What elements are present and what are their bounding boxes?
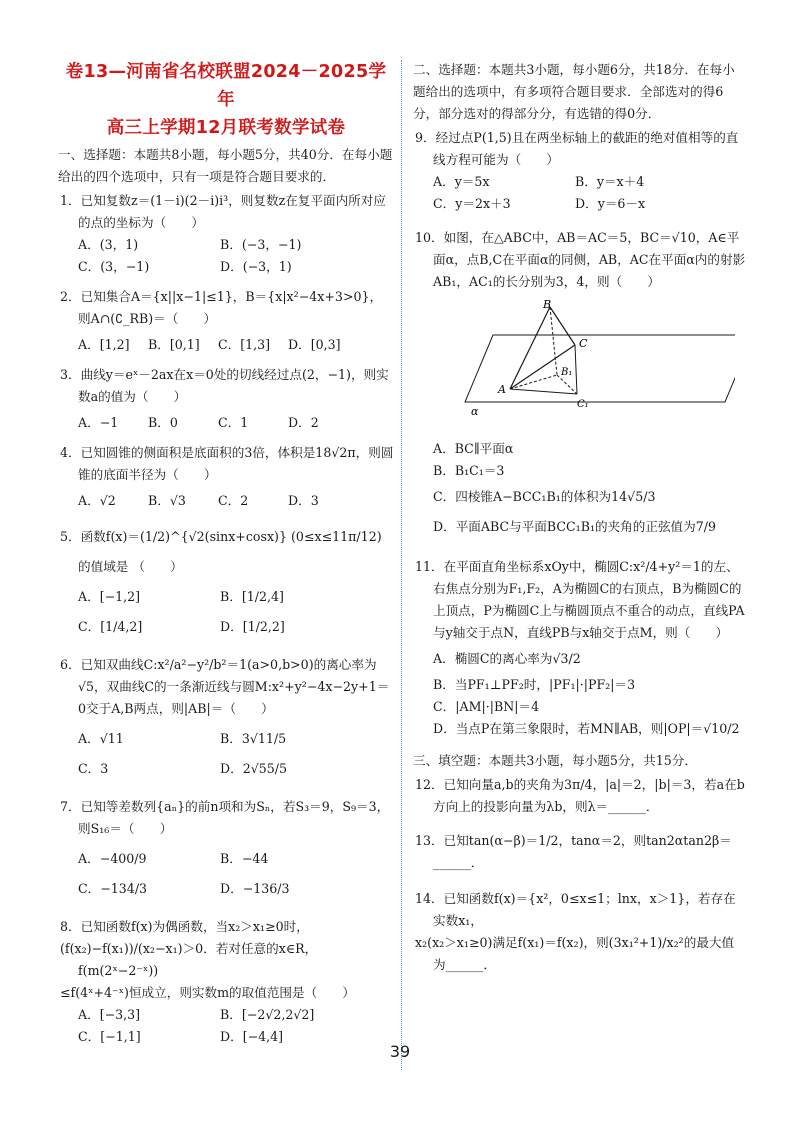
q7-option-b: B．−44 [220, 851, 269, 866]
q8-stem-a: 8．已知函数f(x)为偶函数，当x₂＞x₁≥0时， [60, 919, 309, 934]
question-3-options [58, 412, 394, 434]
q5-stem-b: (0≤x≤11π/12)的值域是 [78, 529, 382, 574]
label-alpha: α [471, 405, 479, 418]
q9-option-b: B．y＝x＋4 [575, 174, 645, 189]
section-2-heading: 二、选择题：本题共3小题，每小题6分，共18分．在每小题给出的选项中，有多项符合题目要求．全部选对的得6分，部分选对的得部分分，有选错的得0分． [413, 62, 735, 121]
q11-option-d: D．当点P在第三象限时，若MN∥AB，则|OP|＝√10/2 [433, 721, 740, 736]
page-number: 39 [389, 1042, 411, 1061]
question-9-options [413, 171, 746, 215]
q5-stem-c: （ ） [132, 559, 183, 574]
question-7-options [58, 844, 394, 904]
left-column [58, 58, 394, 1048]
column-divider [401, 60, 402, 1070]
q8-option-a: A．[−3,3] [78, 1007, 141, 1022]
question-4: 4．已知圆锥的侧面积是底面积的3倍，体积是18√2π，则圆锥的底面半径为（ ） [60, 445, 394, 482]
q6-option-d: D．2√55/5 [220, 761, 288, 776]
q1-option-b: B．(−3，−1) [220, 237, 302, 252]
section-3-heading: 三、填空题：本题共3小题，每小题5分，共15分． [413, 753, 697, 768]
question-5 [58, 522, 394, 582]
question-10: 10．如图，在△ABC中，AB＝AC＝5，BC＝√10，A∈平面α，点B,C在平面α的同侧，AB，AC在平面α内的射影AB₁，AC₁的长分别为3，4，则（ ） [415, 230, 746, 289]
question-9: 9．经过点P(1,5)且在两坐标轴上的截距的绝对值相等的直线方程可能为（ ） [415, 130, 739, 167]
plane-tetrahedron-diagram [435, 297, 735, 427]
question-7: 7．已知等差数列{aₙ}的前n项和为Sₙ，若S₃＝9，S₉＝3，则S₁₆＝（ ） [60, 799, 390, 836]
q3-option-b: B．0 [148, 415, 178, 430]
q8-stem-b: (f(x₂)−f(x₁))/(x₂−x₁)＞0．若对任意的x∈R，f(m(2ˣ−2⁻ˣ)) [60, 941, 318, 978]
q4-option-b: B．√3 [148, 493, 186, 508]
q4-option-c: C．2 [218, 493, 249, 508]
q5-stem-a: 5．函数f(x)＝(1/2)^{√2(sinx+cosx)} [60, 529, 287, 544]
q6-option-a: A．√11 [78, 731, 124, 746]
q7-option-a: A．−400/9 [78, 851, 147, 866]
question-1-options [58, 234, 394, 278]
segment-bb1 [550, 307, 557, 375]
q10-option-a: A．BC∥平面α [433, 441, 514, 456]
question-6: 6．已知双曲线C:x²/a²−y²/b²＝1(a>0,b>0)的离心率为√5，双曲线C的一条渐近线与圆M:x²+y²−4x−2y+1＝0交于A,B两点，则|AB|＝（ ） [60, 657, 390, 716]
q1-option-c: C．(3，−1) [78, 259, 150, 274]
question-6-options [58, 724, 394, 784]
q11-option-c: C．|AM|·|BN|＝4 [433, 699, 540, 714]
q5-option-a: A．[−1,2] [78, 589, 141, 604]
q6-option-c: C．3 [78, 761, 109, 776]
question-1: 1．已知复数z＝(1－i)(2－i)i³，则复数z在复平面内所对应的点的坐标为（ ） [60, 193, 386, 230]
segment-ab1 [510, 375, 557, 389]
q1-option-a: A．(3，1) [78, 237, 139, 252]
q1-option-d: D．(−3，1) [220, 259, 292, 274]
q4-option-d: D．3 [288, 493, 319, 508]
q10-figure [435, 297, 746, 434]
q6-option-b: B．3√11/5 [220, 731, 287, 746]
label-b1: B₁ [561, 367, 573, 378]
q14-stem-b: x₂(x₂＞x₁≥0)满足f(x₁)＝f(x₂)，则(3x₁²+1)/x₂²的最大值为______． [415, 935, 735, 972]
question-13: 13．已知tan(α−β)＝1/2，tanα＝2，则tan2αtan2β＝______． [415, 833, 732, 870]
q9-option-d: D．y＝6－x [575, 196, 646, 211]
right-column [413, 58, 746, 976]
segment-cc1 [575, 345, 577, 394]
question-12: 12．已知向量a,b的夹角为3π/4，|a|＝2，|b|＝3，若a在b方向上的投影向量为λb，则λ＝______． [415, 777, 745, 814]
q3-option-a: A．−1 [78, 415, 119, 430]
q5-option-d: D．[1/2,2] [220, 619, 285, 634]
q9-option-c: C．y＝2x＋3 [433, 196, 511, 211]
q10-option-d: D．平面ABC与平面BCC₁B₁的夹角的正弦值为7/9 [433, 519, 717, 534]
q8-option-d: D．[−4,4] [220, 1029, 284, 1044]
question-2: 2．已知集合A＝{x||x−1|≤1}，B＝{x|x²−4x+3>0}，则A∩(∁_RB)＝（ ） [60, 289, 383, 326]
question-8 [58, 916, 394, 1004]
question-3: 3．曲线y＝eˣ－2ax在x＝0处的切线经过点(2，−1)，则实数a的值为（ ） [60, 367, 389, 404]
question-4-options [58, 490, 394, 512]
segment-ab [510, 307, 550, 389]
segment-ac1 [510, 389, 577, 394]
q10-option-b: B．B₁C₁＝3 [433, 463, 505, 478]
label-c: C [579, 337, 588, 350]
q2-option-c: C．[1,3] [218, 337, 271, 352]
q3-option-d: D．2 [288, 415, 319, 430]
q2-option-b: B．[0,1] [148, 337, 200, 352]
q2-option-d: D．[0,3] [288, 337, 341, 352]
question-5-options [58, 582, 394, 642]
q7-option-d: D．−136/3 [220, 881, 290, 896]
q8-option-b: B．[−2√2,2√2] [220, 1007, 315, 1022]
q11-option-a: A．椭圆C的离心率为√3/2 [433, 651, 581, 666]
page-title-line1: 卷13—河南省名校联盟2024－2025学年 [65, 62, 387, 110]
q8-option-c: C．[−1,1] [78, 1029, 141, 1044]
q11-option-b: B．当PF₁⊥PF₂时，|PF₁|·|PF₂|＝3 [433, 677, 636, 692]
q7-option-c: C．−134/3 [78, 881, 148, 896]
label-a: A [498, 383, 506, 396]
q3-option-c: C．1 [218, 415, 249, 430]
question-14 [413, 888, 746, 976]
q9-option-a: A．y＝5x [433, 174, 490, 189]
q14-stem-a: 14．已知函数f(x)＝{x²，0≤x≤1；lnx，x＞1}，若存在实数x₁， [415, 891, 736, 928]
section-1-heading: 一、选择题：本题共8小题，每小题5分，共40分．在每小题给出的四个选项中，只有一项是符合题目要求的． [58, 147, 393, 184]
q4-option-a: A．√2 [78, 493, 116, 508]
question-11: 11．在平面直角坐标系xOy中，椭圆C:x²/4+y²＝1的左、右焦点分别为F₁,F₂，A为椭圆C的右顶点，B为椭圆C的上顶点，P为椭圆C上与椭圆顶点不重合的动点，直线PA与y轴交于点N，直线PB与x轴交于点M，则（ ） [415, 559, 745, 640]
q5-option-b: B．[1/2,4] [220, 589, 284, 604]
label-c1: C₁ [577, 399, 589, 410]
q5-option-c: C．[1/4,2] [78, 619, 143, 634]
q10-option-c: C．四棱锥A−BCC₁B₁的体积为14√5/3 [433, 489, 656, 504]
question-2-options [58, 334, 394, 356]
label-b: B [543, 298, 552, 311]
q2-option-a: A．[1,2] [78, 337, 130, 352]
page-title-line2: 高三上学期12月联考数学试卷 [106, 118, 346, 138]
q8-stem-c: ≤f(4ˣ+4⁻ˣ)恒成立，则实数m的取值范围是（ ） [60, 985, 355, 1000]
